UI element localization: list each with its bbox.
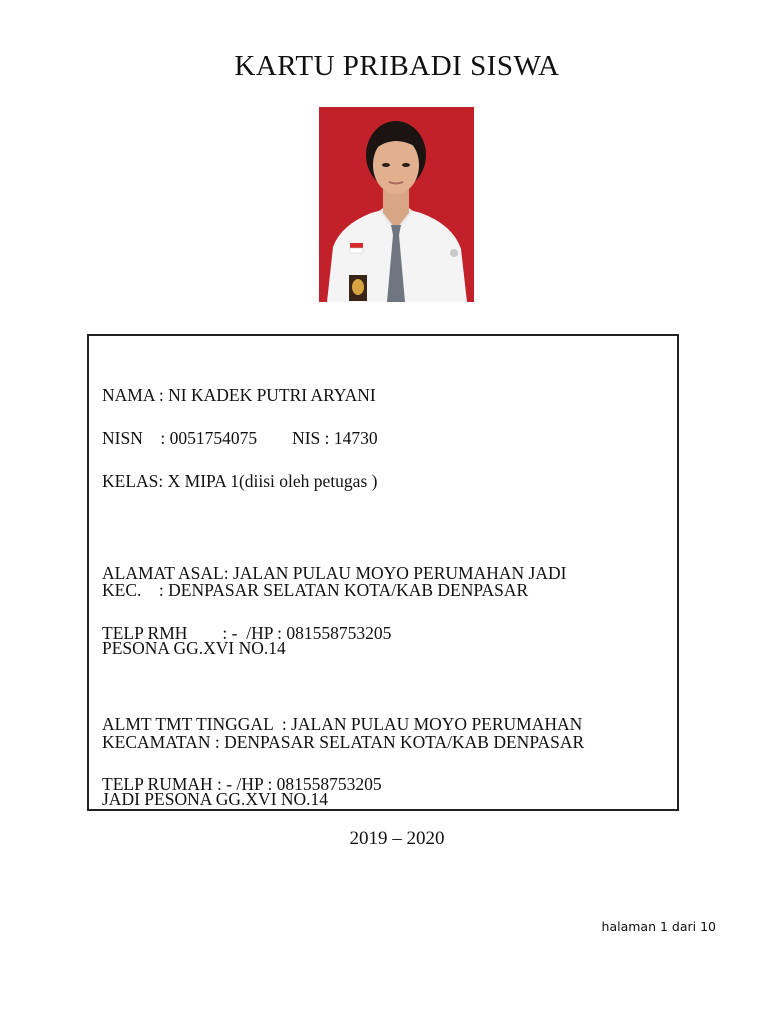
field-telp-rmh: TELP RMH : - /HP : 081558753205	[102, 623, 392, 643]
field-kelas: KELAS: X MIPA 1(diisi oleh petugas )	[102, 471, 378, 491]
page-number: halaman 1 dari 10	[601, 919, 716, 934]
almt-tinggal-line-1: ALMT TMT TINGGAL : JALAN PULAU MOYO PERUMAHAN	[102, 714, 583, 734]
academic-year: 2019 – 2020	[349, 828, 445, 849]
almt-tinggal-line-2: JADI PESONA GG.XVI NO.14	[102, 789, 329, 809]
alamat-asal-line-2: PESONA GG.XVI NO.14	[102, 638, 286, 658]
alamat-asal-line-1: ALAMAT ASAL: JALAN PULAU MOYO PERUMAHAN JADI	[102, 563, 567, 583]
field-kec: KEC. : DENPASAR SELATAN KOTA/KAB DENPASAR	[102, 580, 529, 600]
field-nisn-nis: NISN : 0051754075 NIS : 14730	[102, 428, 378, 448]
student-photo	[319, 107, 474, 302]
field-nama: NAMA : NI KADEK PUTRI ARYANI	[102, 385, 376, 405]
field-telp-rumah: TELP RUMAH : - /HP : 081558753205	[102, 774, 382, 794]
field-kecamatan: KECAMATAN : DENPASAR SELATAN KOTA/KAB DENPASAR	[102, 732, 585, 752]
student-info-box	[87, 334, 679, 811]
student-portrait-image	[319, 107, 474, 302]
page-title: KARTU PRIBADI SISWA	[234, 50, 560, 82]
